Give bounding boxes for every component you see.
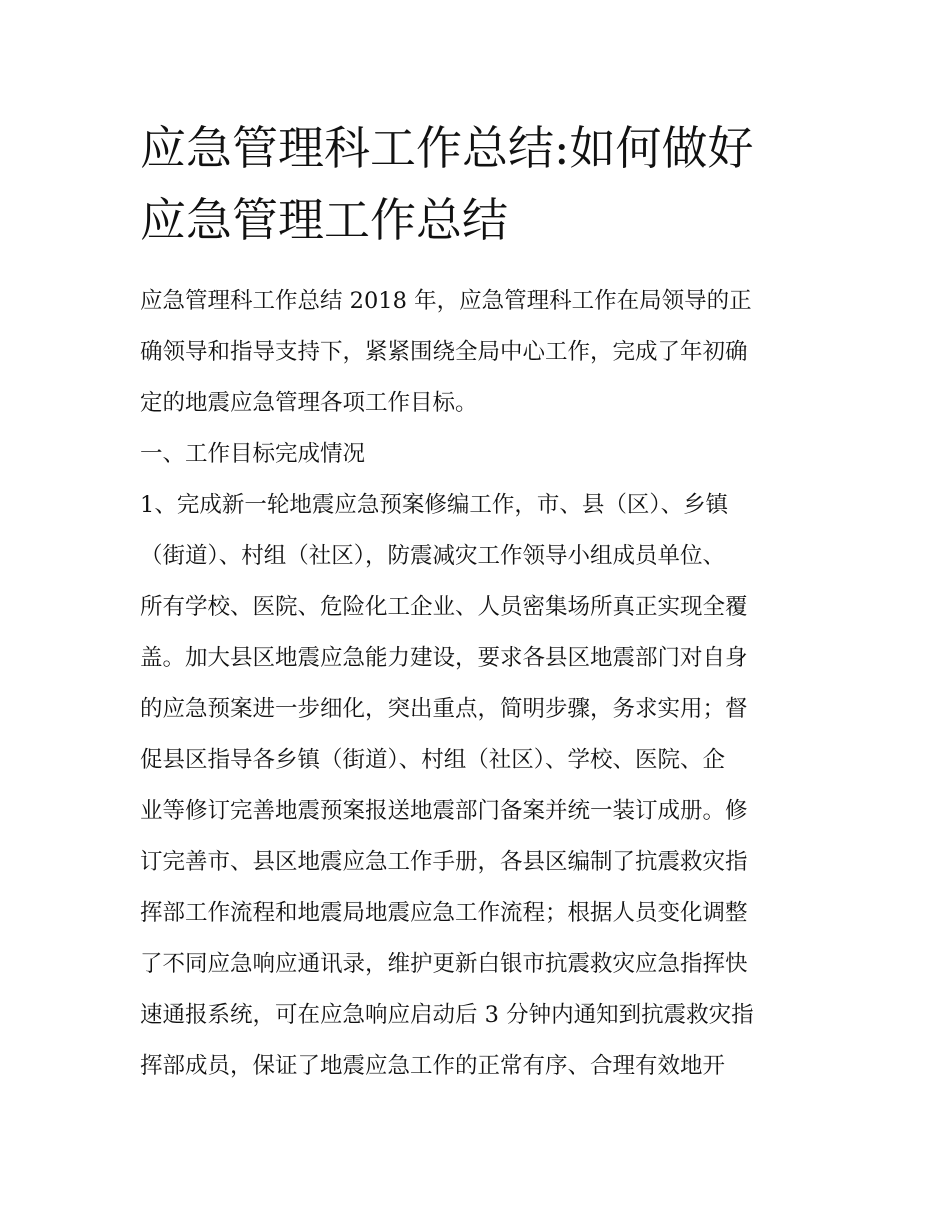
title-line: 应急管理科工作总结:如何做好 (140, 121, 754, 175)
section-heading (140, 429, 830, 480)
paragraph-line: 速通报系统，可在应急响应启动后 3 分钟内通知到抗震救灾指 (140, 1002, 754, 1028)
paragraph-line: 的应急预案进一步细化，突出重点，简明步骤，务求实用；督 (140, 696, 748, 722)
section-heading-text: 一、工作目标完成情况 (140, 441, 366, 467)
intro-paragraph (140, 276, 830, 429)
paragraph-line: 定的地震应急管理各项工作目标。 (140, 390, 478, 416)
paragraph-line: 确领导和指导支持下，紧紧围绕全局中心工作，完成了年初确 (140, 339, 748, 365)
paragraph-line: （街道）、村组（社区），防震减灾工作领导小组成员单位、 (140, 543, 726, 569)
paragraph-line: 促县区指导各乡镇（街道）、村组（社区）、学校、医院、企 (140, 747, 726, 773)
document-body (140, 276, 830, 1092)
paragraph-line: 挥部成员，保证了地震应急工作的正常有序、合理有效地开 (140, 1053, 726, 1079)
paragraph-line: 应急管理科工作总结 2018 年，应急管理科工作在局领导的正 (140, 288, 752, 314)
paragraph-line: 挥部工作流程和地震局地震应急工作流程；根据人员变化调整 (140, 900, 748, 926)
paragraph-line: 盖。加大县区地震应急能力建设，要求各县区地震部门对自身 (140, 645, 748, 671)
paragraph-line: 1、完成新一轮地震应急预案修编工作，市、县（区）、乡镇 (140, 492, 729, 518)
title-line: 应急管理工作总结 (140, 193, 508, 247)
paragraph-line: 了不同应急响应通讯录，维护更新白银市抗震救灾应急指挥快 (140, 951, 748, 977)
paragraph-line: 所有学校、医院、危险化工企业、人员密集场所真正实现全覆 (140, 594, 748, 620)
document-title (140, 112, 820, 256)
item-1-paragraph (140, 480, 830, 1092)
paragraph-line: 订完善市、县区地震应急工作手册，各县区编制了抗震救灾指 (140, 849, 748, 875)
paragraph-line: 业等修订完善地震预案报送地震部门备案并统一装订成册。修 (140, 798, 748, 824)
